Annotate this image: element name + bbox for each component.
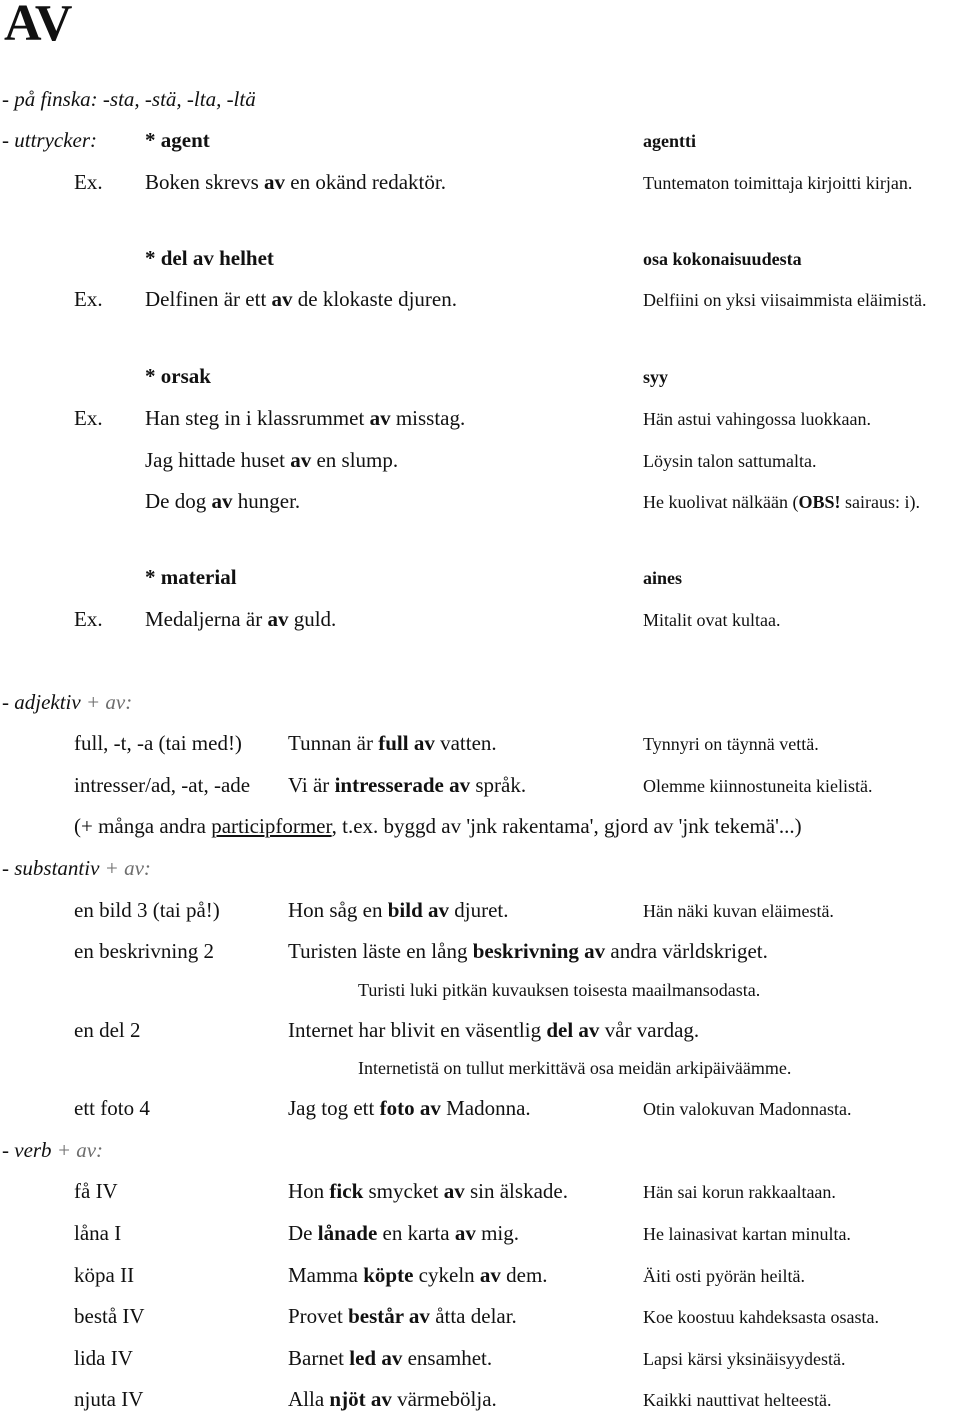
- header-finska: [2, 87, 256, 111]
- verb-fi-4: Koe koostuu kahdeksasta osasta.: [643, 1307, 879, 1327]
- header-finska-suffixes: -sta, -stä, -lta, -ltä: [102, 87, 256, 111]
- section-fi-label-material: aines: [643, 568, 683, 588]
- ex-label: Ex.: [74, 607, 103, 631]
- substantiv-word-4: ett foto 4: [74, 1096, 150, 1120]
- header-adjektiv: - adjektiv + av:: [2, 690, 133, 714]
- verb-sv-1: Hon fick smycket av sin älskade.: [288, 1179, 568, 1203]
- example-sv-material: Medaljerna är av guld.: [145, 607, 337, 631]
- example-fi-orsak-1: Hän astui vahingossa luokkaan.: [643, 409, 871, 429]
- adjektiv-note: (+ många andra participformer, t.ex. byggd av 'jnk rakentama', gjord av 'jnk tekemä'...): [74, 814, 802, 838]
- section-fi-label-del: osa kokonaisuudesta: [643, 249, 802, 269]
- header-substantiv: - substantiv + av:: [2, 856, 151, 880]
- substantiv-fi-2: Turisti luki pitkän kuvauksen toisesta maailmansodasta.: [358, 980, 761, 1000]
- ex-label: Ex.: [74, 170, 103, 194]
- verb-word-1: få IV: [74, 1179, 118, 1203]
- substantiv-fi-4: Otin valokuvan Madonnasta.: [643, 1099, 852, 1119]
- example-sv-orsak-1: Han steg in i klassrummet av misstag.: [145, 406, 466, 430]
- section-label-agent: * agent: [145, 128, 210, 152]
- adjektiv-word-1: full, -t, -a (tai med!): [74, 731, 242, 755]
- example-fi-agent: Tuntematon toimittaja kirjoitti kirjan.: [643, 173, 913, 193]
- adjektiv-sv-1: Tunnan är full av vatten.: [288, 731, 497, 755]
- verb-fi-5: Lapsi kärsi yksinäisyydestä.: [643, 1349, 846, 1369]
- adjektiv-sv-2: Vi är intresserade av språk.: [288, 773, 527, 797]
- verb-fi-3: Äiti osti pyörän heiltä.: [643, 1266, 805, 1286]
- substantiv-sv-3: Internet har blivit en väsentlig del av vår vardag.: [288, 1018, 700, 1042]
- example-sv-del: Delfinen är ett av de klokaste djuren.: [145, 287, 457, 311]
- section-fi-label-agent: agentti: [643, 131, 696, 151]
- substantiv-sv-2: Turisten läste en lång beskrivning av andra världskriget.: [288, 939, 768, 963]
- page-title: AV: [4, 0, 73, 52]
- verb-fi-2: He lainasivat kartan minulta.: [643, 1224, 851, 1244]
- section-label-orsak: * orsak: [145, 364, 211, 388]
- verb-sv-4: Provet består av åtta delar.: [288, 1304, 517, 1328]
- example-fi-orsak-3: He kuolivat nälkään (OBS! sairaus: i).: [643, 492, 920, 512]
- section-label-material: * material: [145, 565, 237, 589]
- verb-fi-6: Kaikki nauttivat helteestä.: [643, 1390, 832, 1410]
- substantiv-word-1: en bild 3 (tai på!): [74, 898, 220, 922]
- substantiv-fi-3: Internetistä on tullut merkittävä osa meidän arkipäiväämme.: [358, 1058, 792, 1078]
- example-fi-del: Delfiini on yksi viisaimmista eläimistä.: [643, 290, 927, 310]
- substantiv-word-2: en beskrivning 2: [74, 939, 214, 963]
- substantiv-sv-4: Jag tog ett foto av Madonna.: [288, 1096, 531, 1120]
- section-label-del: * del av helhet: [145, 246, 274, 270]
- verb-sv-5: Barnet led av ensamhet.: [288, 1346, 493, 1370]
- adjektiv-word-2: intresser/ad, -at, -ade: [74, 773, 251, 797]
- verb-word-6: njuta IV: [74, 1387, 144, 1411]
- header-finska-prefix: - på finska:: [2, 87, 103, 111]
- verb-word-2: låna I: [74, 1221, 122, 1245]
- verb-sv-6: Alla njöt av värmebölja.: [288, 1387, 497, 1411]
- example-sv-agent: Boken skrevs av en okänd redaktör.: [145, 170, 446, 194]
- example-sv-orsak-3: De dog av hunger.: [145, 489, 301, 513]
- example-sv-orsak-2: Jag hittade huset av en slump.: [145, 448, 399, 472]
- verb-sv-2: De lånade en karta av mig.: [288, 1221, 519, 1245]
- adjektiv-fi-1: Tynnyri on täynnä vettä.: [643, 734, 819, 754]
- section-fi-label-orsak: syy: [643, 367, 669, 387]
- verb-word-3: köpa II: [74, 1263, 135, 1287]
- verb-sv-3: Mamma köpte cykeln av dem.: [288, 1263, 548, 1287]
- header-verb: - verb + av:: [2, 1138, 104, 1162]
- substantiv-sv-1: Hon såg en bild av djuret.: [288, 898, 509, 922]
- substantiv-word-3: en del 2: [74, 1018, 141, 1042]
- substantiv-fi-1: Hän näki kuvan eläimestä.: [643, 901, 834, 921]
- header-uttrycker: - uttrycker:: [2, 128, 98, 152]
- ex-label: Ex.: [74, 406, 103, 430]
- example-fi-orsak-2: Löysin talon sattumalta.: [643, 451, 817, 471]
- ex-label: Ex.: [74, 287, 103, 311]
- participformer-link[interactable]: participformer: [211, 814, 332, 838]
- verb-word-5: lida IV: [74, 1346, 133, 1370]
- verb-word-4: bestå IV: [74, 1304, 145, 1328]
- example-fi-material: Mitalit ovat kultaa.: [643, 610, 781, 630]
- adjektiv-fi-2: Olemme kiinnostuneita kielistä.: [643, 776, 873, 796]
- verb-fi-1: Hän sai korun rakkaaltaan.: [643, 1182, 836, 1202]
